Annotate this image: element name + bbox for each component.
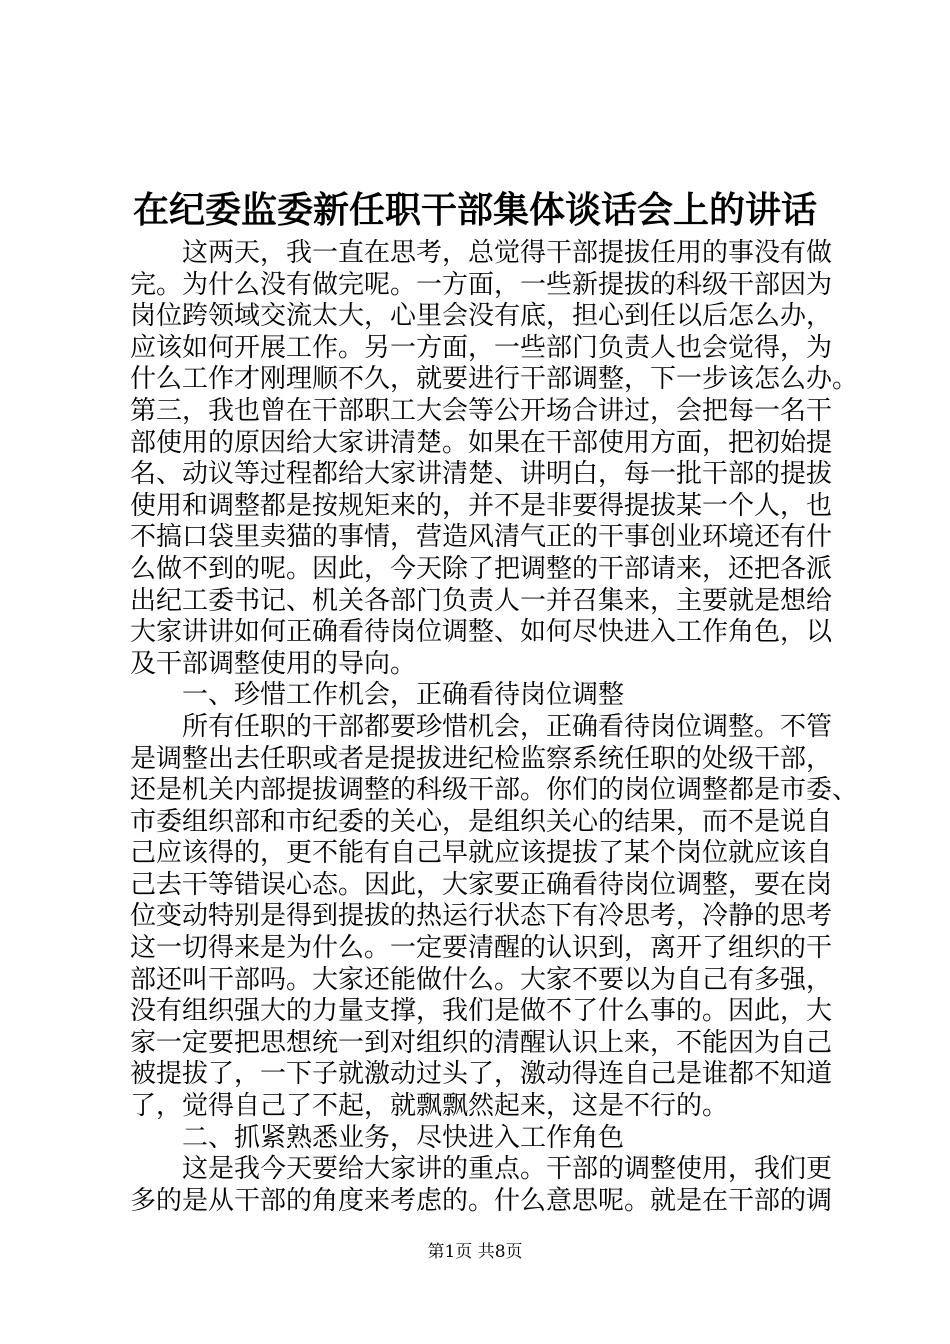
- text-line: 这是我今天要给大家讲的重点。干部的调整使用，我们更: [182, 1154, 833, 1185]
- text-line: 被提拔了，一下子就激动过头了，激动得连自己是谁都不知道: [130, 1059, 833, 1090]
- text-line: 岗位跨领域交流太大，心里会没有底，担心到任以后怎么办，: [130, 301, 833, 332]
- text-line: 使用和调整都是按规矩来的，并不是非要得提拔某一个人，也: [130, 490, 833, 521]
- text-line: 名、动议等过程都给大家讲清楚、讲明白，每一批干部的提拔: [130, 459, 833, 490]
- text-line: 没有组织强大的力量支撑，我们是做不了什么事的。因此，大: [130, 996, 833, 1027]
- section-heading: 一、珍惜工作机会，正确看待岗位调整: [182, 680, 625, 711]
- text-line: 不搞口袋里卖猫的事情，营造风清气正的干事创业环境还有什: [130, 522, 833, 553]
- text-line: 第三，我也曾在干部职工大会等公开场合讲过，会把每一名干: [130, 395, 833, 426]
- text-line: 位变动特别是得到提拔的热运行状态下有冷思考，冷静的思考: [130, 901, 833, 932]
- text-line: 是调整出去任职或者是提拔进纪检监察系统任职的处级干部，: [130, 743, 833, 774]
- text-line: 己去干等错误心态。因此，大家要正确看待岗位调整，要在岗: [130, 869, 833, 900]
- document-title: 在纪委监委新任职干部集体谈话会上的讲话: [132, 189, 817, 231]
- text-line: 了，觉得自己了不起，就飘飘然起来，这是不行的。: [130, 1091, 729, 1122]
- text-line: 么做不到的呢。因此，今天除了把调整的干部请来，还把各派: [130, 553, 833, 584]
- text-line: 出纪工委书记、机关各部门负责人一并召集来，主要就是想给: [130, 585, 833, 616]
- text-line: 己应该得的，更不能有自己早就应该提拔了某个岗位就应该自: [130, 838, 833, 869]
- text-line: 家一定要把思想统一到对组织的清醒认识上来，不能因为自己: [130, 1027, 833, 1058]
- text-line: 及干部调整使用的导向。: [130, 648, 417, 679]
- text-line: 这两天，我一直在思考，总觉得干部提拔任用的事没有做: [182, 238, 833, 268]
- paragraph: [130, 1154, 833, 1217]
- section-heading: 二、抓紧熟悉业务，尽快进入工作角色: [182, 1122, 625, 1153]
- text-line: 应该如何开展工作。另一方面，一些部门负责人也会觉得，为: [130, 332, 833, 363]
- text-line: 这一切得来是为什么。一定要清醒的认识到，离开了组织的干: [130, 933, 833, 964]
- text-line: 所有任职的干部都要珍惜机会，正确看待岗位调整。不管: [182, 711, 833, 742]
- text-line: 还是机关内部提拔调整的科级干部。你们的岗位调整都是市委、: [130, 775, 859, 806]
- text-line: 部还叫干部吗。大家还能做什么。大家不要以为自己有多强，: [130, 964, 833, 995]
- text-line: 什么工作才刚理顺不久，就要进行干部调整，下一步该怎么办。: [130, 364, 859, 395]
- text-line: 市委组织部和市纪委的关心，是组织关心的结果，而不是说自: [130, 806, 833, 837]
- text-line: 大家讲讲如何正确看待岗位调整、如何尽快进入工作角色，以: [130, 617, 833, 648]
- page-number-footer: 第1页 共8页: [427, 1242, 523, 1262]
- paragraph: [130, 711, 859, 1123]
- document-body: [130, 238, 859, 1217]
- text-line: 多的是从干部的角度来考虑的。什么意思呢。就是在干部的调: [130, 1185, 833, 1216]
- text-line: 部使用的原因给大家讲清楚。如果在干部使用方面，把初始提: [130, 427, 833, 458]
- paragraph: [130, 238, 859, 680]
- text-line: 完。为什么没有做完呢。一方面，一些新提拔的科级干部因为: [130, 269, 833, 300]
